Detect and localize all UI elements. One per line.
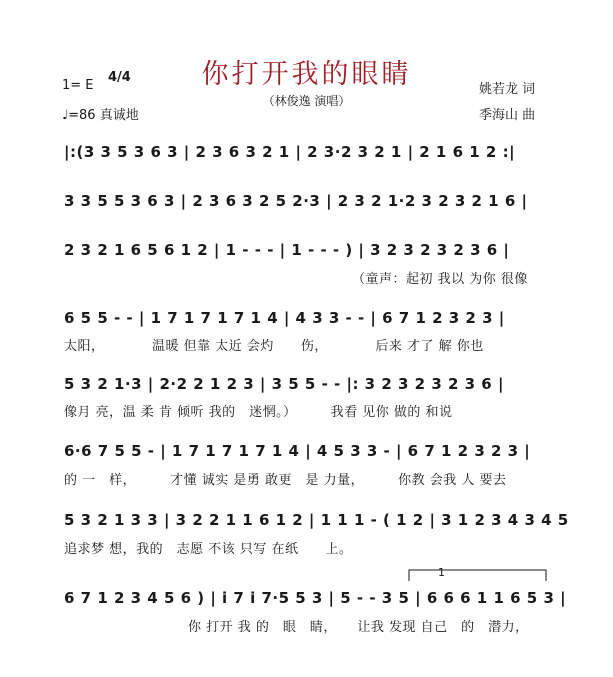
singer-credit: （林俊逸 演唱） [262, 94, 351, 108]
volta-bracket [408, 568, 548, 582]
score-row-2: 3 3 5 5 3 6 3 | 2 3 6 3 2 5 2·3 | 2 3 2 1·2 3 2 3 2 1 6 | [64, 192, 528, 210]
score-row-1: |:(3 3 5 3 6 3 | 2 3 6 3 2 1 | 2 3·2 3 2 1 | 2 1 6 1 2 :| [64, 143, 516, 161]
score-row-7: 5 3 2 1 3 3 | 3 2 2 1 1 6 1 2 | 1 1 1 - ( 1 2 | 3 1 2 3 4 3 4 5 [64, 511, 569, 529]
lyrics-row-3: （童声：起初 我以 为你 很像 [352, 272, 528, 287]
score-row-6: 6·6 7 5 5 - | 1 7 1 7 1 7 1 4 | 4 5 3 3 - | 6 7 1 2 3 2 3 | [64, 442, 531, 460]
volta-line [409, 570, 546, 581]
score-row-3: 2 3 2 1 6 5 6 1 2 | 1 - - - | 1 - - - ) | 3 2 3 2 3 2 3 6 | [64, 241, 510, 259]
lyrics-row-8: 你 打开 我 的 眼 睛， 让我 发现 自己 的 潜力， [188, 620, 529, 635]
lyrics-row-5: 像月 亮，温 柔 肯 倾听 我的 迷惘。） 我看 见你 做的 和说 [64, 405, 453, 420]
lyricist-credit: 姚若龙 词 [479, 82, 536, 97]
key-signature: 1= E [62, 78, 94, 93]
tempo-marking: ♩=86 真诚地 [62, 108, 139, 123]
lyrics-row-4: 太阳， 温暖 但靠 太近 会灼 伤， 后来 才了 解 你也 [64, 339, 484, 354]
song-title: 你打开我的眼睛 [201, 59, 412, 90]
score-row-4: 6 5 5 - - | 1 7 1 7 1 7 1 4 | 4 3 3 - - | 6 7 1 2 3 2 3 | [64, 309, 505, 327]
lyrics-row-6: 的 一 样， 才懂 诚实 是勇 敢更 是 力量， 你教 会我 人 要去 [64, 473, 507, 488]
volta-number: 1 [438, 566, 445, 579]
composer-credit: 季海山 曲 [479, 108, 536, 123]
score-row-8: 6 7 1 2 3 4 5 6 ) | i 7 i 7·5 5 3 | 5 - - 3 5 | 6 6 6 1 1 6 5 3 | [64, 589, 567, 607]
score-row-5: 5 3 2 1·3 | 2·2 2 1 2 3 | 3 5 5 - - |: 3 2 3 2 3 2 3 6 | [64, 375, 504, 393]
lyrics-row-7: 追求梦 想，我的 志愿 不该 只写 在纸 上。 [64, 542, 353, 557]
time-signature: 4/4 [108, 70, 131, 85]
